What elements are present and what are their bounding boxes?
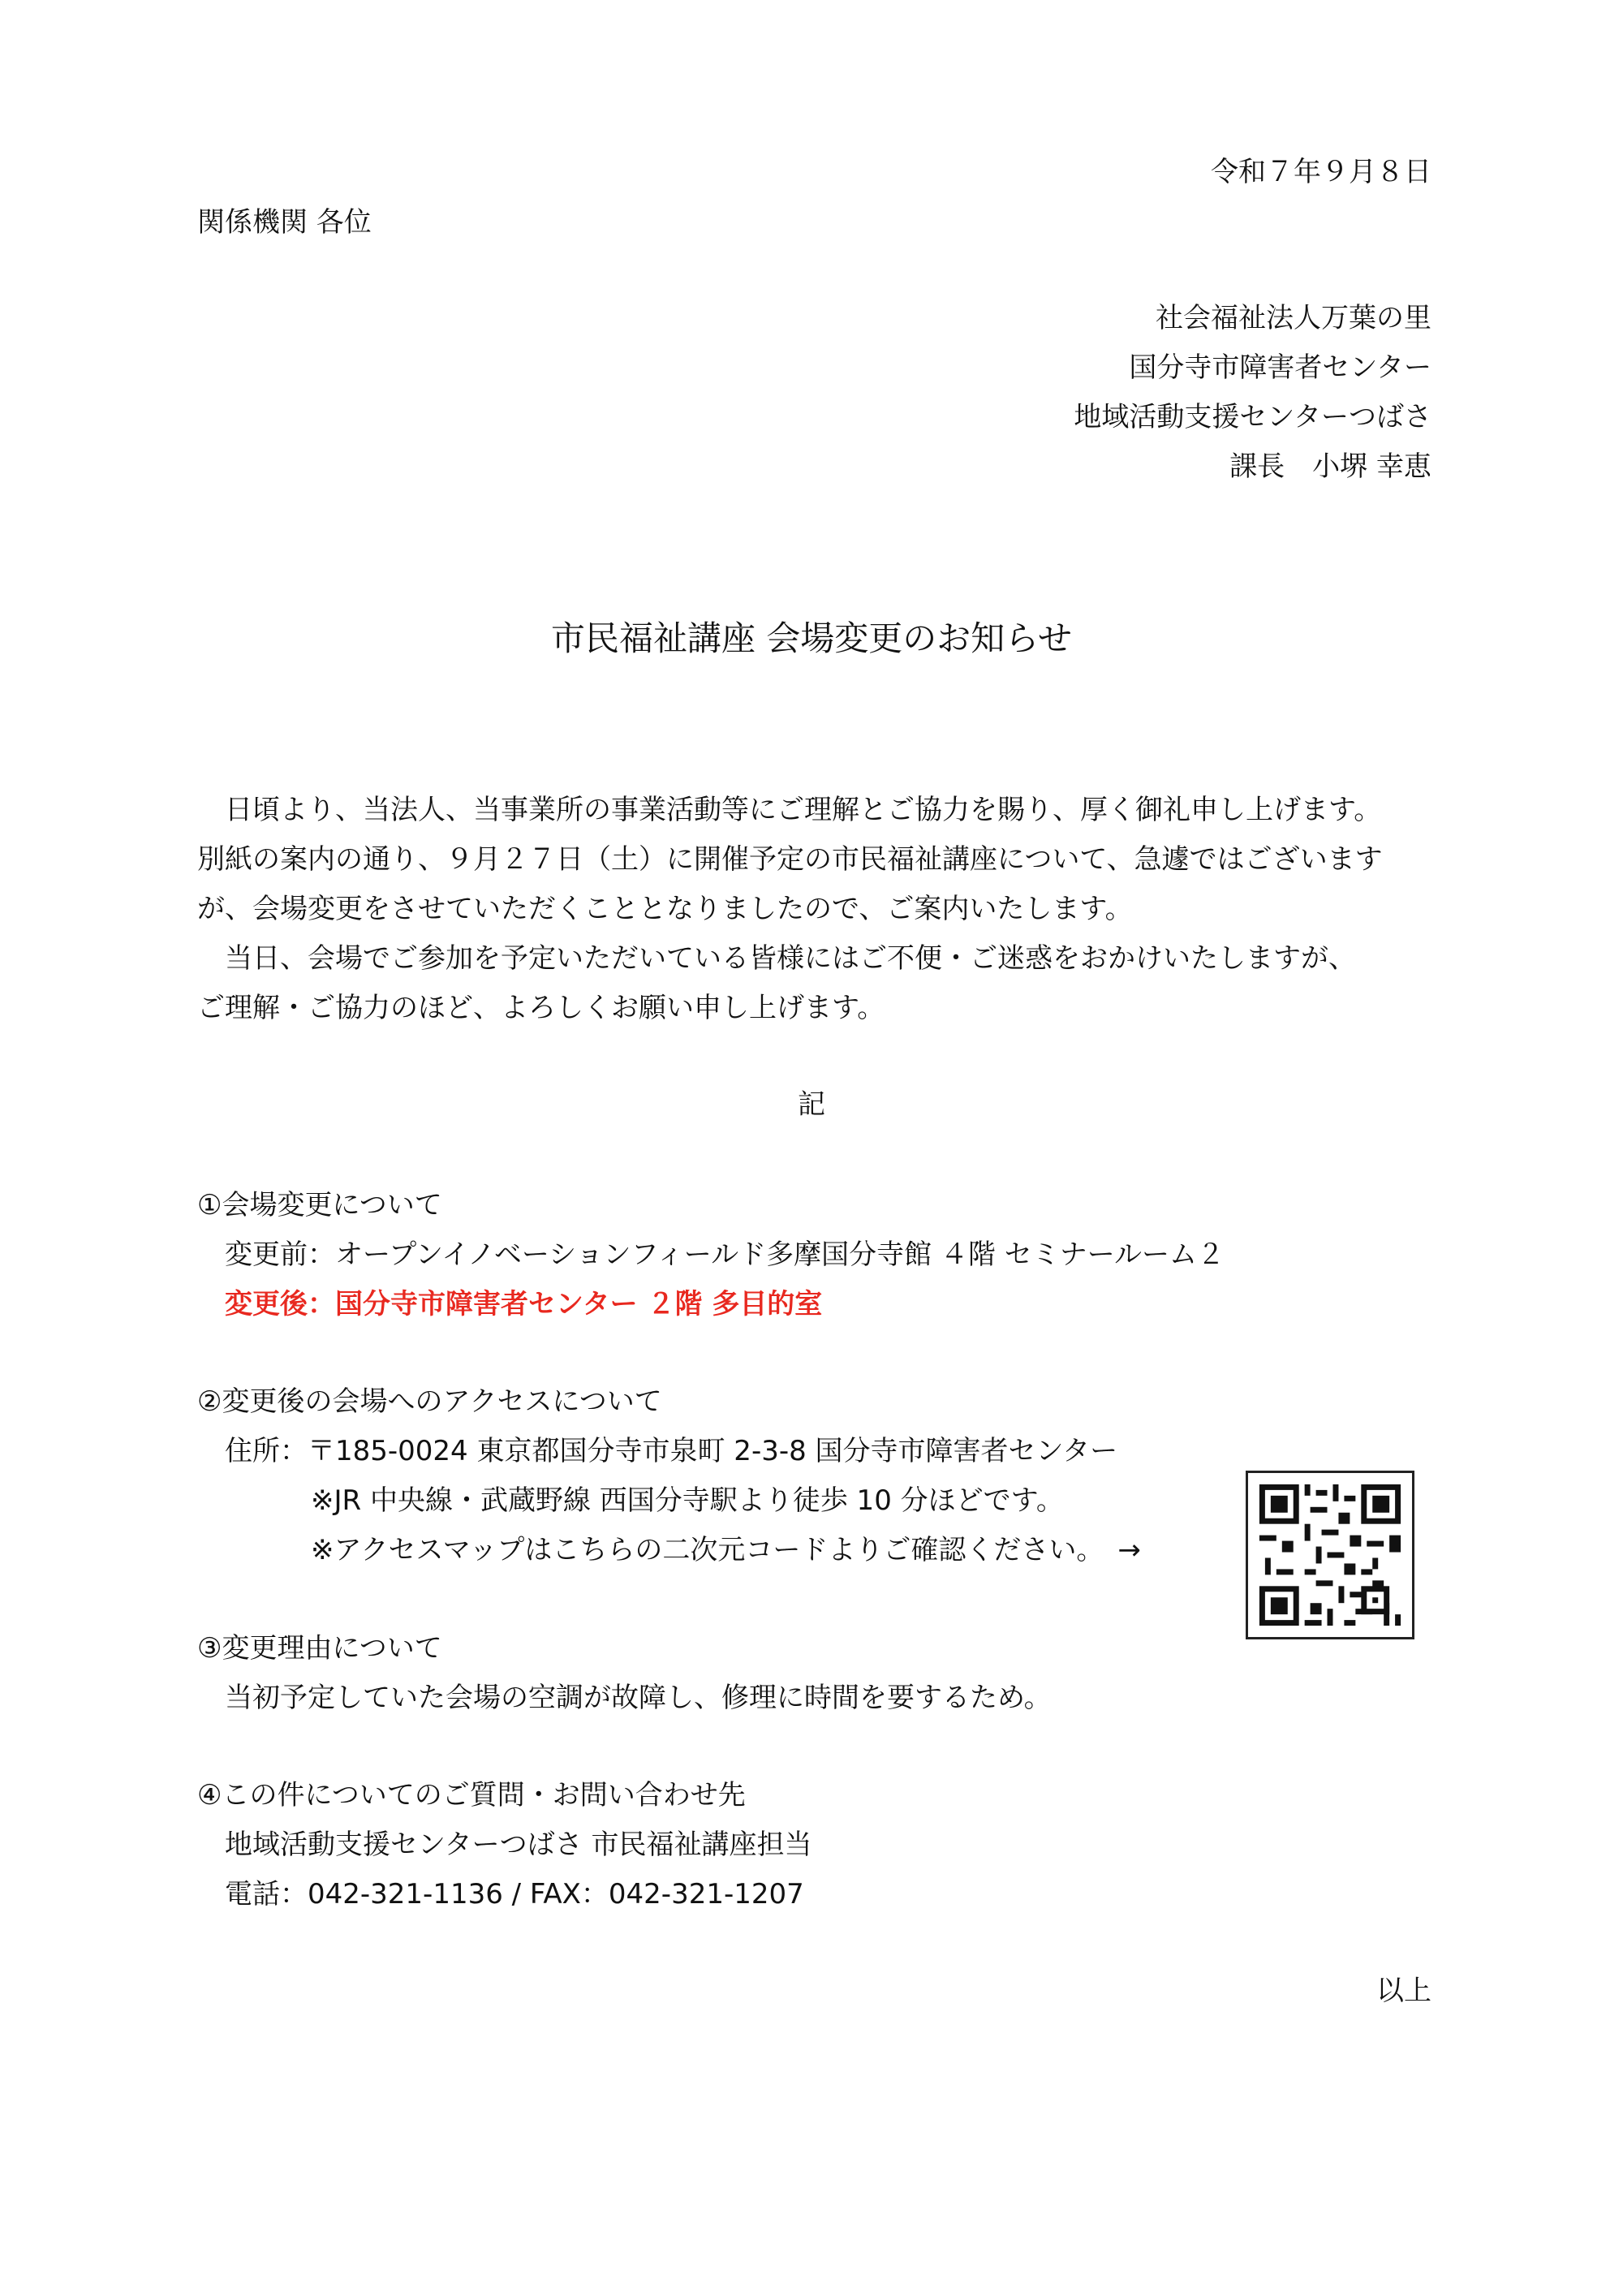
body-line: 別紙の案内の通り、９月２７日（土）に開催予定の市民福祉講座について、急遽ではございます xyxy=(197,843,1383,876)
closing-mark: 以上 xyxy=(1376,1975,1431,2007)
body-line: が、会場変更をさせていただくこととなりましたので、ご案内いたします。 xyxy=(197,893,1133,925)
sender-org: 社会福祉法人万葉の里 xyxy=(1156,302,1431,334)
venue-after: 変更後：国分寺市障害者センター ２階 多目的室 xyxy=(225,1288,823,1320)
recipient: 関係機関 各位 xyxy=(197,206,372,239)
change-reason: 当初予定していた会場の空調が故障し、修理に時間を要するため。 xyxy=(225,1682,1052,1714)
section3-heading: ③変更理由について xyxy=(197,1632,442,1665)
ki-mark: 記 xyxy=(798,1088,825,1121)
sender-person: 課長 小堺 幸恵 xyxy=(1229,450,1431,483)
body-line: 日頃より、当法人、当事業所の事業活動等にご理解とご協力を賜り、厚く御礼申し上げます。 xyxy=(197,794,1382,826)
sender-center: 国分寺市障害者センター xyxy=(1129,351,1431,384)
document-date: 令和７年９月８日 xyxy=(1211,156,1431,188)
contact-phone: 電話：042-321-1136 / FAX：042-321-1207 xyxy=(225,1878,804,1910)
section1-heading: ①会場変更について xyxy=(197,1189,442,1221)
contact-name: 地域活動支援センターつばさ 市民福祉講座担当 xyxy=(225,1829,812,1861)
access-note: ※JR 中央線・武蔵野線 西国分寺駅より徒歩 10 分ほどです。 xyxy=(311,1484,1064,1517)
section4-heading: ④この件についてのご質問・お問い合わせ先 xyxy=(197,1779,746,1811)
sender-dept: 地域活動支援センターつばさ xyxy=(1074,401,1431,433)
venue-address: 住所：〒185-0024 東京都国分寺市泉町 2-3-8 国分寺市障害者センター xyxy=(225,1435,1118,1467)
access-map-qr-code[interactable] xyxy=(1246,1471,1414,1639)
body-line: 当日、会場でご参加を予定いただいている皆様にはご不便・ご迷惑をおかけいたしますが、 xyxy=(197,942,1356,975)
access-map-note: ※アクセスマップはこちらの二次元コードよりご確認ください。 → xyxy=(311,1534,1141,1566)
body-line: ご理解・ご協力のほど、よろしくお願い申し上げます。 xyxy=(197,992,885,1024)
qr-code-icon xyxy=(1248,1473,1412,1637)
section2-heading: ②変更後の会場へのアクセスについて xyxy=(197,1385,662,1418)
page-title: 市民福祉講座 会場変更のお知らせ xyxy=(550,618,1073,658)
venue-before: 変更前：オープンイノベーションフィールド多摩国分寺館 ４階 セミナールーム２ xyxy=(225,1238,1225,1271)
